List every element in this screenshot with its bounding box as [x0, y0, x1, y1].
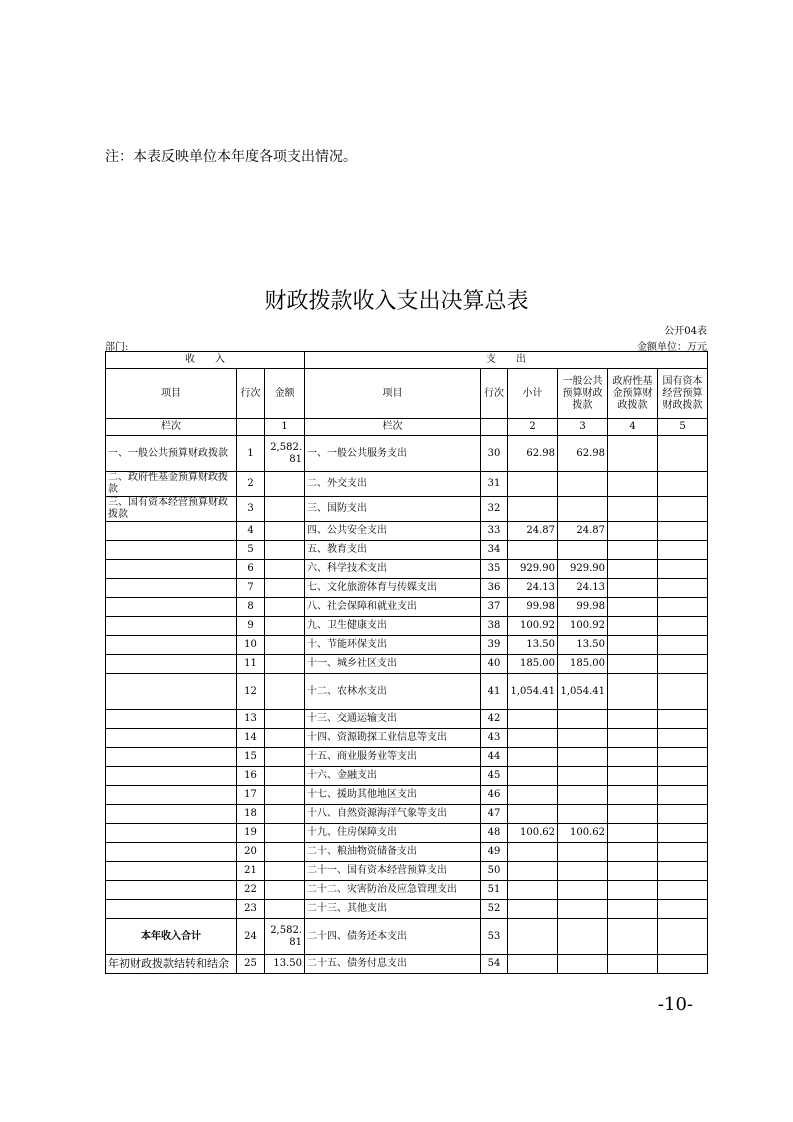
expense-rowno-cell: 41 — [481, 674, 508, 710]
general-budget-cell: 24.87 — [558, 522, 608, 541]
gov-fund-cell — [608, 436, 658, 472]
table-row — [106, 900, 708, 919]
subtotal-cell: 929.90 — [508, 560, 558, 579]
income-amount-header: 金额 — [265, 369, 305, 419]
income-rowno-cell: 19 — [237, 824, 265, 843]
income-amount-cell — [265, 786, 305, 805]
table-note: 注：本表反映单位本年度各项支出情况。 — [105, 149, 357, 165]
form-number: 公开04表 — [664, 326, 707, 337]
gov-fund-header: 政府性基金预算财政拨款 — [608, 369, 658, 419]
expense-rowno-cell: 37 — [481, 598, 508, 617]
general-budget-cell — [558, 710, 608, 729]
subtotal-cell: 62.98 — [508, 436, 558, 472]
expense-item-cell: 十五、商业服务业等支出 — [305, 748, 481, 767]
state-capital-cell — [658, 636, 708, 655]
general-budget-cell: 100.92 — [558, 617, 608, 636]
income-amount-cell — [265, 598, 305, 617]
income-rowno-cell: 18 — [237, 805, 265, 824]
gov-fund-cell — [608, 805, 658, 824]
expense-rowno-cell: 42 — [481, 710, 508, 729]
gov-fund-cell — [608, 881, 658, 900]
expense-item-cell: 十八、自然资源海洋气象等支出 — [305, 805, 481, 824]
expense-item-cell: 二十一、国有资本经营预算支出 — [305, 862, 481, 881]
expense-rowno-cell: 46 — [481, 786, 508, 805]
state-capital-cell — [658, 729, 708, 748]
expense-rowno-cell: 51 — [481, 881, 508, 900]
state-capital-cell — [658, 579, 708, 598]
general-budget-cell — [558, 843, 608, 862]
table-row — [106, 805, 708, 824]
subtotal-cell: 24.13 — [508, 579, 558, 598]
subtotal-cell — [508, 955, 558, 974]
expense-rowno-cell: 43 — [481, 729, 508, 748]
state-capital-cell — [658, 674, 708, 710]
income-rowno-cell: 14 — [237, 729, 265, 748]
expense-item-cell: 十七、援助其他地区支出 — [305, 786, 481, 805]
table-row — [106, 579, 708, 598]
subtotal-cell — [508, 881, 558, 900]
gov-fund-cell — [608, 472, 658, 497]
income-rowno-cell: 22 — [237, 881, 265, 900]
income-rowno-cell: 10 — [237, 636, 265, 655]
expense-rowno-cell: 44 — [481, 748, 508, 767]
income-item-cell — [106, 843, 237, 862]
income-item-cell — [106, 767, 237, 786]
general-budget-cell: 99.98 — [558, 598, 608, 617]
col-index-2: 2 — [508, 419, 558, 436]
state-capital-cell — [658, 862, 708, 881]
subtotal-cell — [508, 900, 558, 919]
income-rowno-cell: 11 — [237, 655, 265, 674]
state-capital-cell — [658, 767, 708, 786]
expense-rowno-cell: 40 — [481, 655, 508, 674]
income-rowno-cell: 4 — [237, 522, 265, 541]
header-row-sections — [106, 352, 708, 369]
subtotal-header: 小计 — [508, 369, 558, 419]
expense-rowno-cell: 50 — [481, 862, 508, 881]
income-item-cell — [106, 560, 237, 579]
income-amount-cell — [265, 674, 305, 710]
general-budget-cell: 13.50 — [558, 636, 608, 655]
income-amount-cell — [265, 729, 305, 748]
income-item-cell — [106, 522, 237, 541]
table-row — [106, 541, 708, 560]
expense-rowno-cell: 33 — [481, 522, 508, 541]
general-budget-cell — [558, 955, 608, 974]
department-label: 部门: — [105, 342, 129, 353]
general-budget-cell — [558, 919, 608, 955]
income-amount-cell — [265, 900, 305, 919]
table-row — [106, 472, 708, 497]
col-index-3: 3 — [558, 419, 608, 436]
expense-item-cell: 十六、金融支出 — [305, 767, 481, 786]
income-rowno-cell: 21 — [237, 862, 265, 881]
gov-fund-cell — [608, 767, 658, 786]
income-amount-cell: 2,582.81 — [265, 436, 305, 472]
state-capital-cell — [658, 436, 708, 472]
table-row — [106, 824, 708, 843]
state-capital-header: 国有资本经营预算财政拨款 — [658, 369, 708, 419]
income-amount-cell — [265, 710, 305, 729]
gov-fund-cell — [608, 862, 658, 881]
general-budget-cell — [558, 805, 608, 824]
income-item-cell — [106, 729, 237, 748]
general-budget-cell — [558, 729, 608, 748]
gov-fund-cell — [608, 748, 658, 767]
header-row-columns — [106, 369, 708, 419]
gov-fund-cell — [608, 843, 658, 862]
expense-item-cell: 三、国防支出 — [305, 497, 481, 522]
expense-item-header: 项目 — [305, 369, 481, 419]
income-rowno-cell: 23 — [237, 900, 265, 919]
expense-item-cell: 九、卫生健康支出 — [305, 617, 481, 636]
table-row — [106, 436, 708, 472]
gov-fund-cell — [608, 955, 658, 974]
income-rowno-cell: 17 — [237, 786, 265, 805]
state-capital-cell — [658, 497, 708, 522]
state-capital-cell — [658, 843, 708, 862]
income-rowno-cell: 7 — [237, 579, 265, 598]
expense-rowno-cell: 47 — [481, 805, 508, 824]
table-row — [106, 862, 708, 881]
expense-rowno-cell: 48 — [481, 824, 508, 843]
gov-fund-cell — [608, 786, 658, 805]
expense-item-cell: 十三、交通运输支出 — [305, 710, 481, 729]
income-item-cell: 二、政府性基金预算财政拨款 — [106, 472, 237, 497]
expense-rowno-cell: 32 — [481, 497, 508, 522]
expense-item-cell: 六、科学技术支出 — [305, 560, 481, 579]
expense-item-cell: 十、节能环保支出 — [305, 636, 481, 655]
income-item-cell — [106, 805, 237, 824]
col-index-label-left: 栏次 — [106, 419, 237, 436]
subtotal-cell: 1,054.41 — [508, 674, 558, 710]
expense-item-cell: 二十、粮油物资储备支出 — [305, 843, 481, 862]
income-item-cell — [106, 900, 237, 919]
income-amount-cell — [265, 472, 305, 497]
subtotal-cell: 185.00 — [508, 655, 558, 674]
income-rowno-cell: 1 — [237, 436, 265, 472]
income-amount-cell — [265, 862, 305, 881]
income-item-cell — [106, 710, 237, 729]
subtotal-cell — [508, 767, 558, 786]
income-header: 收 入 — [106, 352, 305, 369]
income-item-cell: 一、一般公共预算财政拨款 — [106, 436, 237, 472]
gov-fund-cell — [608, 497, 658, 522]
subtotal-cell — [508, 729, 558, 748]
gov-fund-cell — [608, 674, 658, 710]
subtotal-cell: 13.50 — [508, 636, 558, 655]
expense-rowno-header: 行次 — [481, 369, 508, 419]
subtotal-cell — [508, 748, 558, 767]
table-row — [106, 522, 708, 541]
income-amount-cell — [265, 748, 305, 767]
table-row — [106, 767, 708, 786]
subtotal-cell — [508, 497, 558, 522]
subtotal-cell — [508, 472, 558, 497]
income-amount-cell — [265, 497, 305, 522]
state-capital-cell — [658, 748, 708, 767]
income-item-cell: 本年收入合计 — [106, 919, 237, 955]
income-amount-cell: 2,582.81 — [265, 919, 305, 955]
expense-rowno-cell: 49 — [481, 843, 508, 862]
income-item-cell — [106, 674, 237, 710]
income-item-cell: 三、国有资本经营预算财政拨款 — [106, 497, 237, 522]
state-capital-cell — [658, 598, 708, 617]
gov-fund-cell — [608, 598, 658, 617]
income-rowno-cell: 5 — [237, 541, 265, 560]
income-amount-cell — [265, 655, 305, 674]
col-index-1: 1 — [265, 419, 305, 436]
gov-fund-cell — [608, 900, 658, 919]
income-amount-cell — [265, 843, 305, 862]
gov-fund-cell — [608, 560, 658, 579]
state-capital-cell — [658, 955, 708, 974]
expense-item-cell: 四、公共安全支出 — [305, 522, 481, 541]
state-capital-cell — [658, 655, 708, 674]
expense-rowno-cell: 54 — [481, 955, 508, 974]
col-index-5: 5 — [658, 419, 708, 436]
expense-item-cell: 二十五、债务付息支出 — [305, 955, 481, 974]
income-rowno-cell: 2 — [237, 472, 265, 497]
income-rowno-cell: 24 — [237, 919, 265, 955]
income-rowno-cell: 6 — [237, 560, 265, 579]
gov-fund-cell — [608, 541, 658, 560]
general-budget-cell — [558, 881, 608, 900]
gov-fund-cell — [608, 522, 658, 541]
expense-rowno-cell: 45 — [481, 767, 508, 786]
table-row — [106, 598, 708, 617]
table-row — [106, 955, 708, 974]
income-amount-cell — [265, 824, 305, 843]
expense-item-cell: 十九、住房保障支出 — [305, 824, 481, 843]
subtotal-cell — [508, 919, 558, 955]
subtotal-cell — [508, 710, 558, 729]
general-budget-cell — [558, 472, 608, 497]
income-item-cell — [106, 748, 237, 767]
income-amount-cell — [265, 767, 305, 786]
income-rowno-cell: 20 — [237, 843, 265, 862]
unit-label: 金额单位：万元 — [637, 342, 707, 353]
gov-fund-cell — [608, 919, 658, 955]
expense-item-cell: 一、一般公共服务支出 — [305, 436, 481, 472]
expense-rowno-cell: 31 — [481, 472, 508, 497]
state-capital-cell — [658, 560, 708, 579]
page-title: 财政拨款收入支出决算总表 — [264, 289, 529, 314]
subtotal-cell — [508, 843, 558, 862]
subtotal-cell: 100.92 — [508, 617, 558, 636]
state-capital-cell — [658, 617, 708, 636]
table-row — [106, 843, 708, 862]
subtotal-cell: 99.98 — [508, 598, 558, 617]
income-item-header: 项目 — [106, 369, 237, 419]
expense-rowno-cell: 53 — [481, 919, 508, 955]
general-budget-header: 一般公共预算财政拨款 — [558, 369, 608, 419]
income-rowno-cell: 13 — [237, 710, 265, 729]
income-item-cell — [106, 824, 237, 843]
table-row — [106, 881, 708, 900]
subtotal-cell — [508, 805, 558, 824]
state-capital-cell — [658, 824, 708, 843]
general-budget-cell — [558, 497, 608, 522]
general-budget-cell: 62.98 — [558, 436, 608, 472]
table-row — [106, 674, 708, 710]
income-rowno-cell: 12 — [237, 674, 265, 710]
general-budget-cell: 1,054.41 — [558, 674, 608, 710]
income-rowno-cell: 16 — [237, 767, 265, 786]
expense-item-cell: 二、外交支出 — [305, 472, 481, 497]
income-item-cell — [106, 598, 237, 617]
table-row — [106, 560, 708, 579]
income-rowno-cell: 3 — [237, 497, 265, 522]
income-item-cell — [106, 541, 237, 560]
col-index-4: 4 — [608, 419, 658, 436]
income-rowno-header: 行次 — [237, 369, 265, 419]
general-budget-cell — [558, 900, 608, 919]
income-amount-cell — [265, 541, 305, 560]
gov-fund-cell — [608, 636, 658, 655]
income-item-cell — [106, 617, 237, 636]
table-row — [106, 786, 708, 805]
table-row — [106, 636, 708, 655]
state-capital-cell — [658, 919, 708, 955]
income-rowno-cell: 8 — [237, 598, 265, 617]
table-row — [106, 617, 708, 636]
subtotal-cell — [508, 862, 558, 881]
expense-item-cell: 五、教育支出 — [305, 541, 481, 560]
income-amount-cell — [265, 579, 305, 598]
income-amount-cell — [265, 560, 305, 579]
income-rowno-cell: 15 — [237, 748, 265, 767]
income-item-cell — [106, 655, 237, 674]
subtotal-cell: 100.62 — [508, 824, 558, 843]
expense-item-cell: 七、文化旅游体育与传媒支出 — [305, 579, 481, 598]
expense-item-cell: 二十三、其他支出 — [305, 900, 481, 919]
subtotal-cell — [508, 786, 558, 805]
state-capital-cell — [658, 541, 708, 560]
income-item-cell — [106, 786, 237, 805]
table-row — [106, 729, 708, 748]
gov-fund-cell — [608, 655, 658, 674]
expense-rowno-cell: 38 — [481, 617, 508, 636]
state-capital-cell — [658, 900, 708, 919]
expense-item-cell: 八、社会保障和就业支出 — [305, 598, 481, 617]
state-capital-cell — [658, 710, 708, 729]
gov-fund-cell — [608, 579, 658, 598]
page-number: -10- — [657, 994, 693, 1015]
general-budget-cell — [558, 786, 608, 805]
income-amount-cell — [265, 617, 305, 636]
table-row — [106, 655, 708, 674]
subtotal-cell: 24.87 — [508, 522, 558, 541]
gov-fund-cell — [608, 824, 658, 843]
income-rowno-cell: 25 — [237, 955, 265, 974]
expense-rowno-cell: 35 — [481, 560, 508, 579]
table-row — [106, 919, 708, 955]
income-item-cell — [106, 636, 237, 655]
expense-item-cell: 十四、资源勘探工业信息等支出 — [305, 729, 481, 748]
state-capital-cell — [658, 786, 708, 805]
gov-fund-cell — [608, 729, 658, 748]
general-budget-cell — [558, 862, 608, 881]
general-budget-cell — [558, 767, 608, 786]
expense-rowno-cell: 30 — [481, 436, 508, 472]
expense-rowno-cell: 39 — [481, 636, 508, 655]
general-budget-cell — [558, 541, 608, 560]
state-capital-cell — [658, 522, 708, 541]
state-capital-cell — [658, 472, 708, 497]
income-rowno-cell: 9 — [237, 617, 265, 636]
table-row — [106, 497, 708, 522]
expense-item-cell: 二十四、债务还本支出 — [305, 919, 481, 955]
subtotal-cell — [508, 541, 558, 560]
expense-rowno-cell: 36 — [481, 579, 508, 598]
gov-fund-cell — [608, 617, 658, 636]
expense-item-cell: 二十二、灾害防治及应急管理支出 — [305, 881, 481, 900]
expense-header: 支 出 — [305, 352, 708, 369]
income-item-cell: 年初财政拨款结转和结余 — [106, 955, 237, 974]
expense-rowno-cell: 34 — [481, 541, 508, 560]
income-amount-cell — [265, 805, 305, 824]
general-budget-cell: 100.62 — [558, 824, 608, 843]
general-budget-cell — [558, 748, 608, 767]
income-item-cell — [106, 579, 237, 598]
income-amount-cell — [265, 636, 305, 655]
expense-item-cell: 十一、城乡社区支出 — [305, 655, 481, 674]
state-capital-cell — [658, 881, 708, 900]
general-budget-cell: 929.90 — [558, 560, 608, 579]
general-budget-cell: 185.00 — [558, 655, 608, 674]
gov-fund-cell — [608, 710, 658, 729]
financial-table — [105, 351, 708, 974]
table-row — [106, 710, 708, 729]
income-item-cell — [106, 862, 237, 881]
income-amount-cell: 13.50 — [265, 955, 305, 974]
expense-rowno-cell: 52 — [481, 900, 508, 919]
table-row — [106, 748, 708, 767]
income-amount-cell — [265, 522, 305, 541]
col-index-label-right: 栏次 — [305, 419, 481, 436]
income-amount-cell — [265, 881, 305, 900]
general-budget-cell: 24.13 — [558, 579, 608, 598]
expense-item-cell: 十二、农林水支出 — [305, 674, 481, 710]
column-index-row — [106, 419, 708, 436]
income-item-cell — [106, 881, 237, 900]
state-capital-cell — [658, 805, 708, 824]
